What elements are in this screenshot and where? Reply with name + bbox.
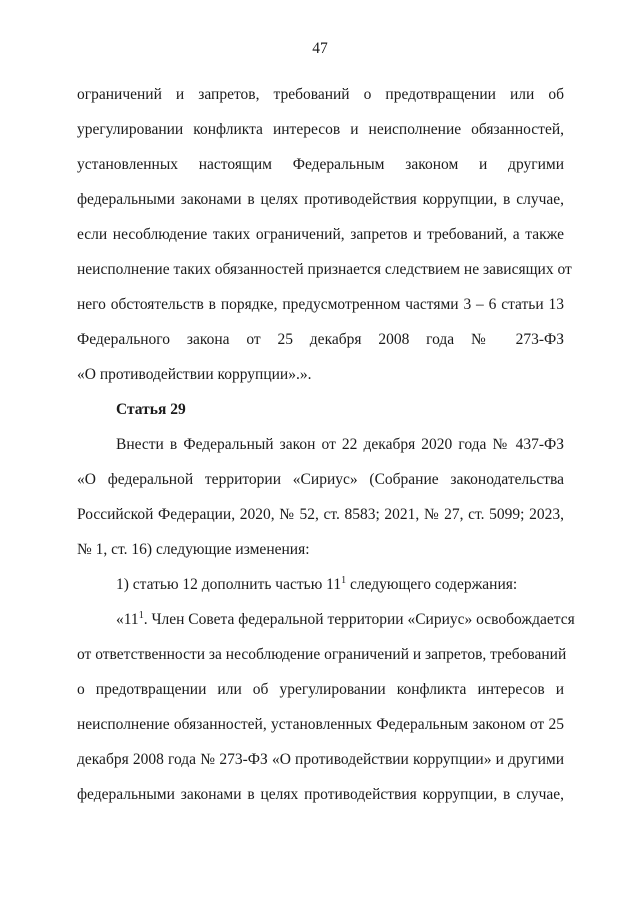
text-line: «О противодействии коррупции».».: [77, 366, 312, 383]
text-line: № 1, ст. 16) следующие изменения:: [77, 541, 310, 558]
text-line: Внести в Федеральный закон от 22 декабря 2020 года № 437-ФЗ: [116, 436, 564, 453]
list-item-text: следующего содержания:: [346, 576, 518, 593]
text-line: [116, 610, 575, 630]
list-item-1: [116, 575, 564, 595]
text-line: него обстоятельств в порядке, предусмотренном частями 3 – 6 статьи 13: [77, 296, 564, 313]
text-line: Федерального закона от 25 декабря 2008 года № 273-ФЗ: [77, 331, 564, 348]
text-line: неисполнение таких обязанностей признается следствием не зависящих от: [77, 261, 572, 278]
superscript: 1: [138, 610, 144, 621]
text-line: установленных настоящим Федеральным законом и другими: [77, 156, 564, 173]
text-line: федеральными законами в целях противодействия коррупции, в случае,: [77, 191, 564, 208]
text-line: федеральными законами в целях противодействия коррупции, в случае,: [77, 786, 564, 803]
text-line: урегулировании конфликта интересов и неисполнение обязанностей,: [77, 121, 564, 138]
superscript: 1: [341, 575, 347, 586]
text-line: Российской Федерации, 2020, № 52, ст. 8583; 2021, № 27, ст. 5099; 2023,: [77, 506, 564, 523]
text-line: о предотвращении или об урегулировании конфликта интересов и: [77, 681, 564, 698]
list-item-text: 1) статью 12 дополнить частью 11: [116, 576, 342, 593]
text-line: если несоблюдение таких ограничений, запретов и требований, а также: [77, 226, 564, 243]
text-fragment: . Член Совета федеральной территории «Сириус» освобождается: [143, 611, 575, 628]
text-line: от ответственности за несоблюдение ограничений и запретов, требований: [77, 646, 567, 663]
text-line: ограничений и запретов, требований о предотвращении или об: [77, 86, 564, 103]
text-line: декабря 2008 года № 273-ФЗ «О противодействии коррупции» и другими: [77, 751, 564, 768]
article-heading: Статья 29: [116, 401, 186, 418]
text-line: неисполнение обязанностей, установленных Федеральным законом от 25: [77, 716, 564, 733]
page-number: 47: [312, 40, 328, 57]
part-number: «11: [116, 611, 139, 628]
text-line: «О федеральной территории «Сириус» (Собрание законодательства: [77, 471, 564, 488]
